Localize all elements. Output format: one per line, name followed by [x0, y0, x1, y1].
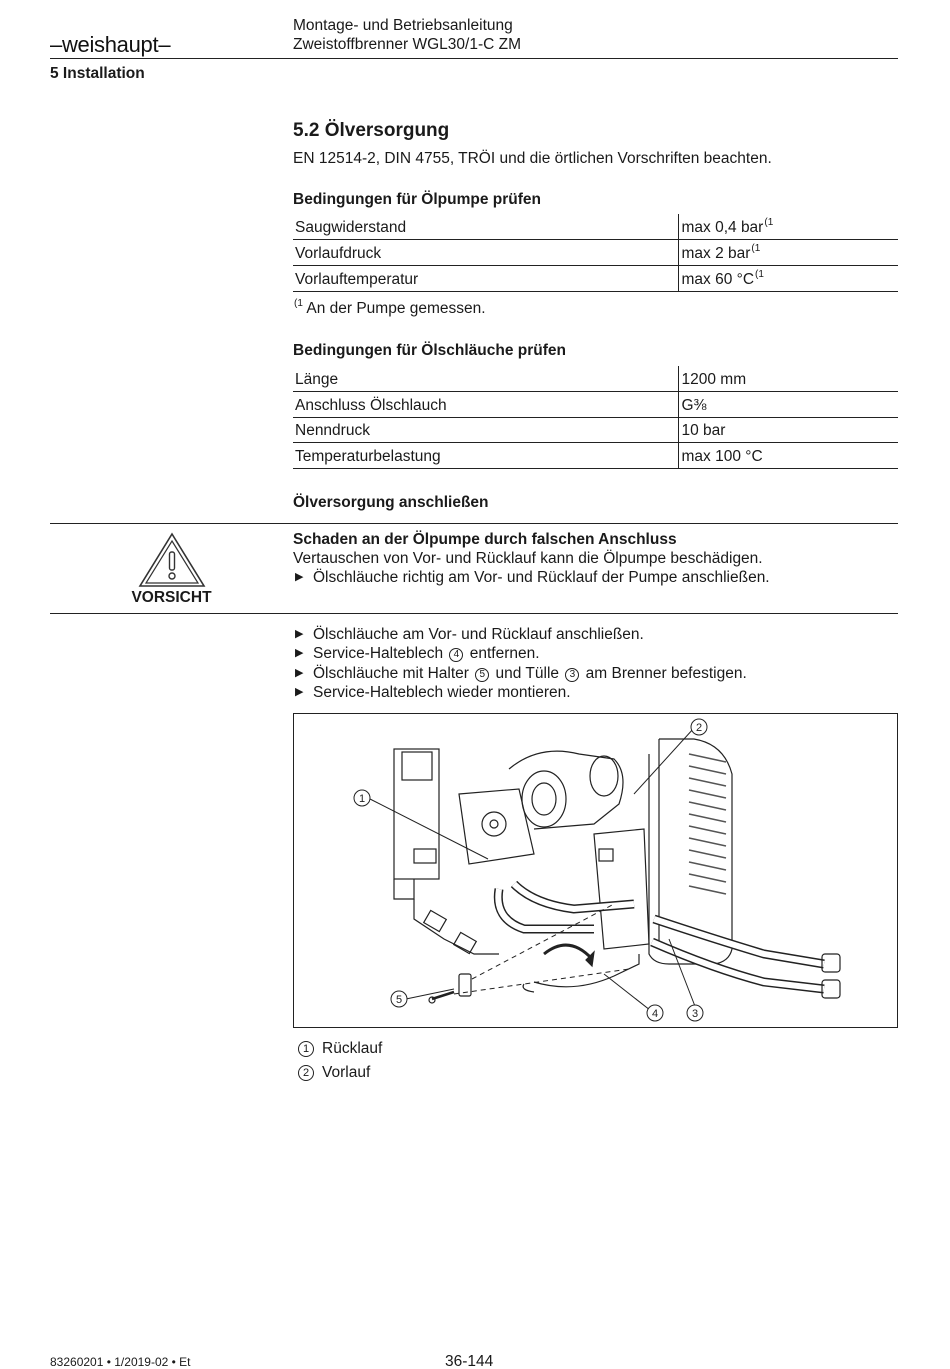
row-label: Nenndruck	[293, 417, 678, 443]
row-label: Saugwiderstand	[293, 214, 678, 240]
table-row	[293, 240, 898, 266]
warning-bottom-rule	[50, 613, 898, 614]
brand-name: weishaupt	[61, 32, 159, 57]
callout-number: 5	[475, 668, 489, 682]
brand-logo: –weishaupt–	[50, 32, 171, 57]
bullet-triangle-icon: ▶	[295, 647, 304, 660]
connect-heading: Ölversorgung anschließen	[293, 494, 489, 511]
table-row	[293, 392, 898, 418]
row-label: Länge	[293, 366, 678, 392]
list-item: ▶ Ölschläuche richtig am Vor- und Rücklauf der Pumpe anschließen.	[295, 569, 770, 586]
warning-top-rule	[50, 523, 898, 524]
hose-conditions-heading: Bedingungen für Ölschläuche prüfen	[293, 342, 566, 359]
steps-list	[293, 625, 898, 702]
document-number: 83260201 • 1/2019-02 • Et	[50, 1355, 191, 1369]
callout-2: 2	[695, 722, 703, 734]
chapter-title: 5 Installation	[50, 65, 145, 82]
row-value: max 2 bar$^{(1}$	[678, 240, 898, 266]
callout-number: 3	[565, 668, 579, 682]
row-value: max 60 °C$^{(1}$	[678, 266, 898, 292]
row-label: Temperaturbelastung	[293, 443, 678, 469]
callout-number: 1	[298, 1041, 314, 1057]
header-line-1: Montage- und Betriebsanleitung	[293, 17, 513, 34]
table-row	[293, 366, 898, 392]
list-item: ▶ Ölschläuche mit Halter 5 und Tülle 3 am Brenner befestigen.	[295, 664, 747, 682]
table-row	[293, 214, 898, 240]
bullet-triangle-icon: ▶	[295, 685, 304, 698]
steps-block	[293, 625, 898, 702]
legend-label: Rücklauf	[322, 1040, 383, 1057]
row-value: max 0,4 bar$^{(1}$	[678, 214, 898, 240]
warning-content	[293, 531, 898, 587]
row-value: max 100 °C	[678, 443, 898, 469]
list-item: ▶ Ölschläuche am Vor- und Rücklauf anschließen.	[295, 626, 644, 643]
pump-conditions-table	[293, 214, 898, 292]
hose-conditions-table	[293, 366, 898, 469]
list-item: ▶ Service-Halteblech 4 entfernen.	[295, 645, 540, 663]
document-header	[293, 16, 521, 54]
callout-4: 4	[651, 1008, 659, 1020]
row-value: G⅜	[678, 392, 898, 418]
warning-triangle-icon	[138, 532, 206, 593]
legend-label: Vorlauf	[322, 1064, 371, 1081]
callout-number: 2	[298, 1065, 314, 1081]
header-divider	[50, 58, 898, 59]
list-item: ▶ Service-Halteblech wieder montieren.	[295, 683, 571, 701]
legend-item	[296, 1064, 370, 1082]
pump-conditions-heading: Bedingungen für Ölpumpe prüfen	[293, 191, 541, 208]
row-value: 1200 mm	[678, 366, 898, 392]
bullet-triangle-icon: ▶	[295, 628, 304, 640]
row-value: 10 bar	[678, 417, 898, 443]
callout-number: 4	[449, 648, 463, 662]
callout-1: 1	[358, 793, 366, 805]
table-row	[293, 443, 898, 469]
table-row	[293, 266, 898, 292]
row-label: Vorlauftemperatur	[293, 266, 678, 292]
header-line-2: Zweistoffbrenner WGL30/1-C ZM	[293, 36, 521, 53]
table-row	[293, 417, 898, 443]
technical-drawing	[294, 714, 897, 1027]
callout-5: 5	[395, 994, 403, 1006]
row-label: Vorlaufdruck	[293, 240, 678, 266]
row-label: Anschluss Ölschlauch	[293, 392, 678, 418]
warning-title: Schaden an der Ölpumpe durch falschen Anschluss	[293, 531, 677, 548]
section-intro: EN 12514-2, DIN 4755, TRÖI und die örtlichen Vorschriften beachten.	[293, 150, 772, 167]
bullet-triangle-icon: ▶	[295, 666, 304, 679]
legend-item	[296, 1040, 382, 1058]
pump-footnote: $^{(1}$ An der Pumpe gemessen.	[294, 298, 486, 317]
section-title: 5.2 Ölversorgung	[293, 120, 450, 141]
burner-oil-connection-figure	[293, 713, 898, 1028]
bullet-triangle-icon: ▶	[295, 571, 304, 583]
callout-3: 3	[691, 1008, 699, 1020]
warning-label: VORSICHT	[131, 589, 212, 606]
warning-text: Vertauschen von Vor- und Rücklauf kann die Ölpumpe beschädigen.	[293, 550, 763, 567]
page-number: 36-144	[445, 1353, 494, 1369]
pump-conditions-table-wrap	[293, 214, 898, 292]
warning-action-list	[293, 568, 898, 587]
hose-conditions-table-wrap	[293, 366, 898, 469]
